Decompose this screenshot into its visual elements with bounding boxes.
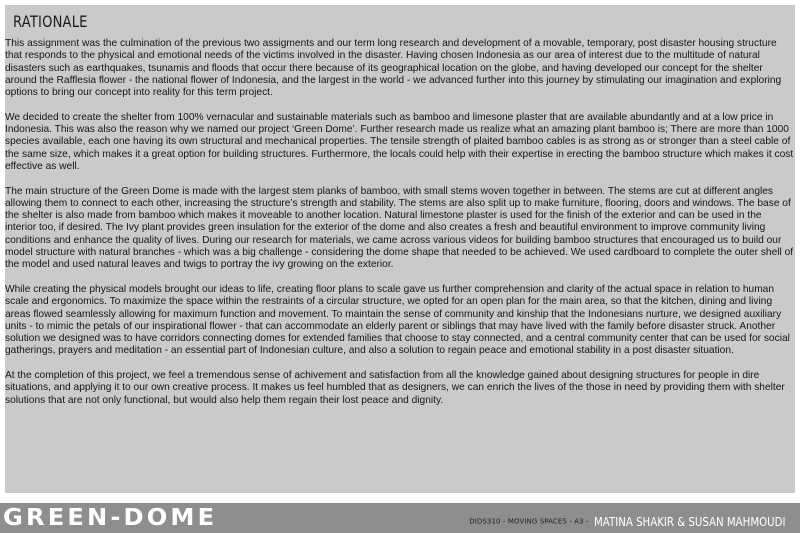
paragraph-2: We decided to create the shelter from 100% vernacular and sustainable materials such as bamboo and limesone plaster that are available abundantly and at a low price in Indonesia. This was also the reason why we named our project ‘Green Dome’. Further research made us realize what an amazing plant bamboo is; There are more than 1000 species available, each one having its own structural and mechanical properties. The tensile strength of plaited bamboo cables is as strong as or stronger than a steel cable of the same size, which makes it a great option for building structures. Furthermore, the locals could help with their expertise in erecting the bamboo structure which makes it cost effective as well. — [5, 111, 794, 172]
rationale-body — [5, 38, 795, 419]
paragraph-5: At the completion of this project, we feel a tremendous sense of achivement and satisfaction from all the knowledge gained about designing structures for people in dire situations, and applying it to our own creative process. It makes us feel humbled that as designers, we can enrich the lives of the those in need by providing them with shelter solutions that are not only functional, but would also help them regain their lost peace and dignity. — [5, 370, 785, 406]
authors-label: MATINA SHAKIR & SUSAN MAHMOUDI — [593, 514, 786, 529]
footer-bar — [0, 503, 800, 533]
section-heading: RATIONALE — [13, 12, 88, 31]
course-label: DIDS310 - MOVING SPACES - A3 - — [469, 517, 589, 526]
brand-logo-text: GREEN-DOME — [3, 505, 218, 531]
credits — [469, 511, 795, 530]
paragraph-1: This assignment was the culmination of the previous two assigments and our term long research and development of a movable, temporary, post disaster housing structure that responds to the physical and emotional needs of the victims involved in the disaster. Having chosen Indonesia as our area of interest due to the multitude of natural disasters such as earthquakes, tsunamis and floods that occur there because of its geographical location on the globe, and having developed our concept for the shelter around the Rafflesia flower - the national flower of Indonesia, and the largest in the world - we advanced further into this journey by stimulating our imagination and exploring options to bring our concept into reality for this term project. — [5, 38, 782, 99]
paragraph-3: The main structure of the Green Dome is made with the largest stem planks of bamboo, with small stems woven together in between. The stems are cut at different angles allowing them to connect to each other, increasing the structure’s strength and stability. The stems are also split up to make furniture, flooring, doors and windows. The base of the shelter is also made from bamboo which makes it moveable to another location. Natural limestone plaster is used for the finish of the exterior and can be used in the interior too, if desired. The Ivy plant provides green insulation for the exterior of the dome and also creates a fresh and beautiful environment to improve community living conditions and enhance the quality of lives. During our research for materials, we came across various videos for building bamboo structures that encouraged us to build our model structure with natural branches - which was a big challenge - considering the dome shape that needed to be achieved. We used cardboard to complete the outer shell of the model and used natural leaves and twigs to portray the ivy growing on the exterior. — [5, 185, 794, 271]
paragraph-4: While creating the physical models brought our ideas to life, creating floor plans to scale gave us further comprehension and clarity of the actual space in relation to human scale and ergonomics. To maximize the space within the restraints of a circular structure, we opted for an open plan for the main area, so that the kitchen, dining and living areas flowed seamlessly allowing for maximum function and movement. To maintain the sense of community and kinship that the Indonesians nurture, we designed auxiliary units - to mimic the petals of our inspirational flower - that can accommodate an elderly parent or siblings that may have lived with the family before disaster struck. Another solution we designed was to have corridors connecting domes for extended families that choose to stay connected, and a central community center that can be used for social gatherings, prayers and meditation - an essential part of Indonesian culture, and also a solution to regain peace and emotional stability in a post disaster situation. — [5, 283, 790, 357]
